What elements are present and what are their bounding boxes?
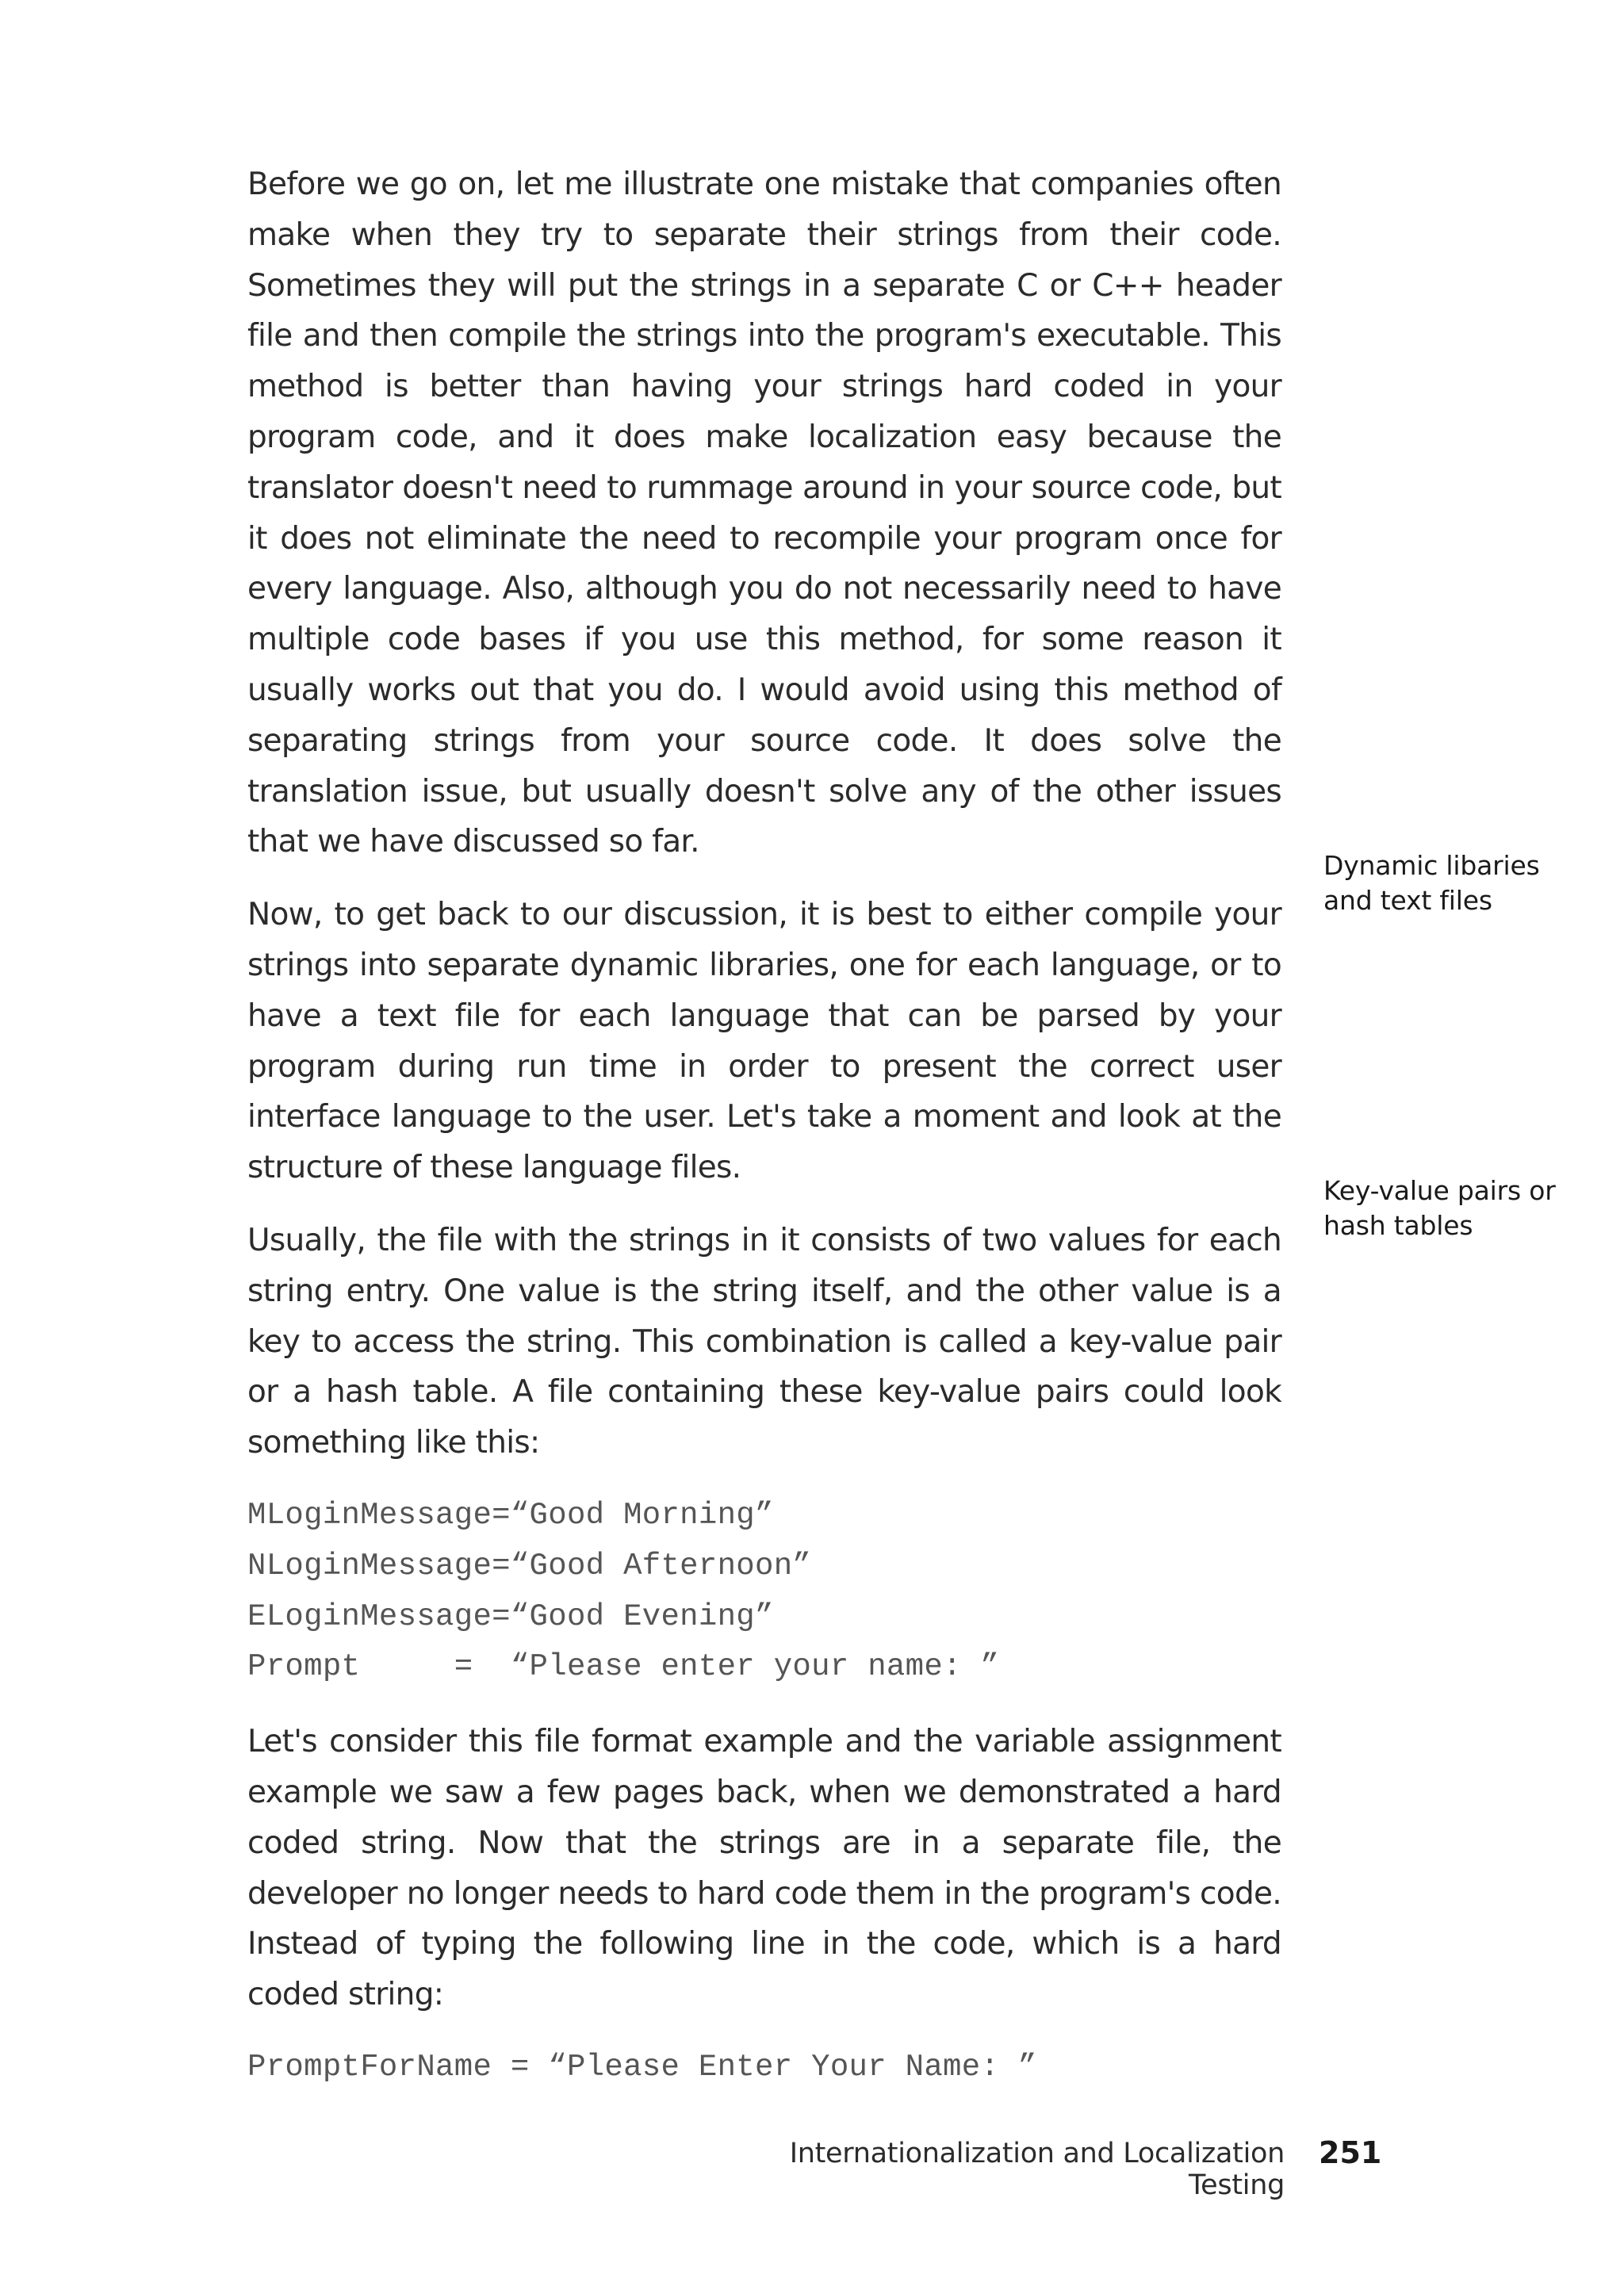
main-text-column: [247, 159, 1281, 2117]
page-number: 251: [1319, 2135, 1382, 2170]
paragraph-key-value-pairs: Usually, the file with the strings in it consists of two values for each string entry. One value is the string itself, and the other value is a key to access the string. This combination is called a key-value pair or a hash table. A file containing these key-value pairs could look something like this:: [247, 1222, 1281, 1461]
code-line: ELoginMessage=“Good Evening”: [247, 1599, 774, 1634]
code-line: PromptForName = “Please Enter Your Name: ”: [247, 2049, 1037, 2085]
code-example-hard-coded-string: [247, 2043, 1281, 2093]
code-example-key-value-file: [247, 1491, 1281, 1693]
running-footer-title: Internationalization and Localization Testing: [789, 2138, 1285, 2201]
code-line: NLoginMessage=“Good Afternoon”: [247, 1548, 812, 1583]
code-line: Prompt = “Please enter your name: ”: [247, 1649, 1000, 1685]
paragraph-hard-coded-example: Let's consider this file format example and the variable assignment example we saw a few pages back, when we demonstrated a hard coded string. Now that the strings are in a separate file, the developer no longer needs to hard code them in the program's code. Instead of typing the following line in the code, which is a hard coded string:: [247, 1724, 1281, 2013]
code-line: MLoginMessage=“Good Morning”: [247, 1497, 774, 1533]
margin-note-dynamic-libraries: Dynamic libaries and text files: [1323, 850, 1540, 916]
paragraph-separate-strings-mistake: Before we go on, let me illustrate one mistake that companies often make when they try to separate their strings from their code. Sometimes they will put the strings in a separate C or C++ header file and then compile the strings into the program's executable. This method is better than having your strings hard coded in your program code, and it does make localization easy because the translator doesn't need to rummage around in your source code, but it does not eliminate the need to recompile your program once for every language. Also, although you do not necessarily need to have multiple code bases if you use this method, for some reason it usually works out that you do. I would avoid using this method of separating strings from your source code. It does solve the translation issue, but usually doesn't solve any of the other issues that we have discussed so far.: [247, 167, 1281, 860]
margin-note-key-value-pairs: Key-value pairs or hash tables: [1323, 1175, 1556, 1241]
paragraph-dynamic-libraries: Now, to get back to our discussion, it is best to either compile your strings into separate dynamic libraries, one for each language, or to have a text file for each language that can be parsed by your program during run time in order to present the correct user interface language to the user. Let's take a moment and look at the structure of these language files.: [247, 897, 1281, 1186]
